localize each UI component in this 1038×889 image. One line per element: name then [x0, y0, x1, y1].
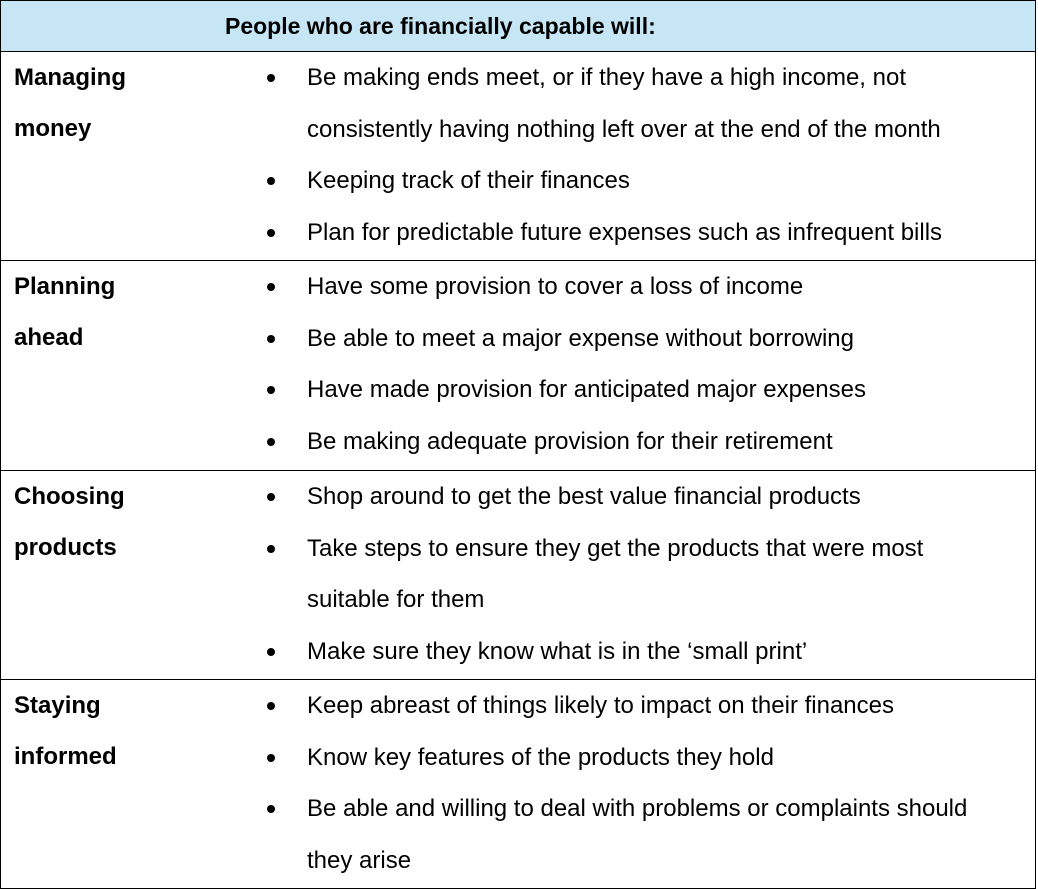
- list-item-text: Shop around to get the best value financial products: [307, 483, 861, 510]
- list-item: [307, 680, 1035, 732]
- bullet-icon: [267, 335, 275, 343]
- list-item-text: Keep abreast of things likely to impact on their finances: [307, 692, 894, 719]
- table-row-choosing-products: [1, 471, 1035, 680]
- bullet-icon: [267, 283, 275, 291]
- list-item: [307, 783, 1035, 886]
- list-item-text: Be able and willing to deal with problems or complaints should they arise: [307, 795, 968, 874]
- list-item: [307, 416, 1035, 468]
- table-row-staying-informed: [1, 680, 1035, 888]
- list-item-text: Take steps to ensure they get the products that were most suitable for them: [307, 534, 924, 613]
- list-item: [307, 52, 1035, 155]
- list-item-text: Have some provision to cover a loss of income: [307, 273, 804, 300]
- list-item: [307, 313, 1035, 365]
- table-row-managing-money: [1, 52, 1035, 261]
- list-item-text: Be able to meet a major expense without borrowing: [307, 324, 854, 352]
- list-item-text: Make sure they know what is in the ‘small print’: [307, 637, 808, 665]
- bullet-icon: [267, 805, 275, 813]
- list-item: [307, 364, 1035, 416]
- table-header: People who are financially capable will:: [1, 1, 1035, 52]
- bullet-icon: [267, 386, 275, 394]
- list-item: [307, 523, 1035, 626]
- list-item-text: Plan for predictable future expenses such as infrequent bills: [307, 218, 943, 246]
- list-item: [307, 732, 1035, 784]
- bullet-icon: [267, 74, 275, 82]
- bullet-icon: [267, 177, 275, 185]
- list-item-text: Have made provision for anticipated major expenses: [307, 376, 866, 403]
- bullet-icon: [267, 493, 275, 501]
- list-item: [307, 207, 1035, 259]
- row-label: Managing money: [14, 64, 126, 142]
- bullet-icon: [267, 545, 275, 553]
- bullet-icon: [267, 754, 275, 762]
- list-item-text: Know key features of the products they hold: [307, 743, 774, 771]
- list-item-text: Be making adequate provision for their retirement: [307, 427, 833, 455]
- bullet-icon: [267, 229, 275, 237]
- row-label: Choosing products: [14, 483, 125, 561]
- list-item-text: Keeping track of their finances: [307, 167, 630, 194]
- list-item: [307, 155, 1035, 207]
- list-item: [307, 261, 1035, 313]
- bullet-icon: [267, 648, 275, 656]
- list-item: [307, 626, 1035, 678]
- list-item-text: Be making ends meet, or if they have a high income, not consistently having nothing left over at the end of the month: [307, 64, 941, 143]
- bullet-icon: [267, 702, 275, 710]
- table-row-planning-ahead: [1, 261, 1035, 471]
- bullet-icon: [267, 438, 275, 446]
- row-label: Planning ahead: [14, 273, 116, 351]
- row-label: Staying informed: [14, 692, 117, 770]
- list-item: [307, 471, 1035, 523]
